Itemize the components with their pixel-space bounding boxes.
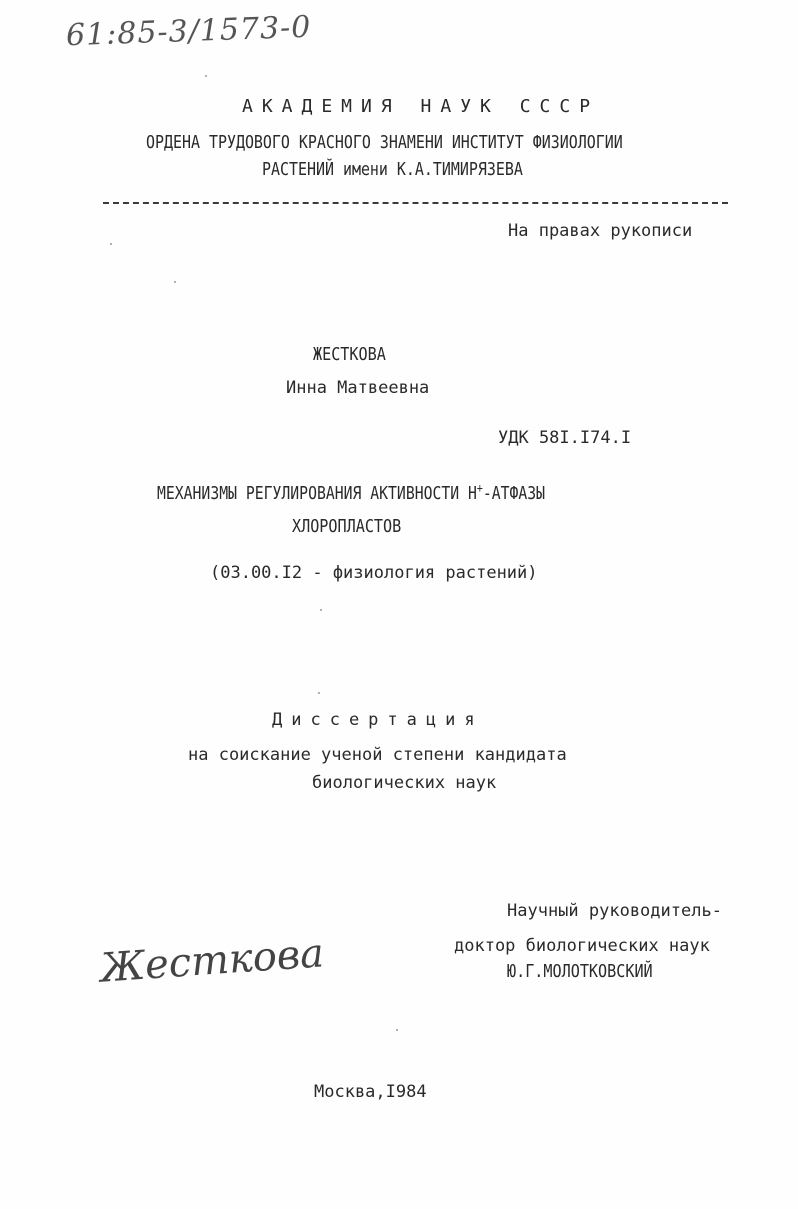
supervisor-degree: доктор биологических наук (454, 936, 710, 956)
author-given-names: Инна Матвеевна (286, 378, 430, 398)
scan-speck (205, 75, 207, 77)
thesis-title-suffix: -АТФАЗЫ (482, 483, 546, 504)
author-surname: ЖЕСТКОВА (313, 344, 386, 365)
dissertation-label: Диссертация (272, 710, 484, 730)
supervisor-role: Научный руководитель- (507, 901, 722, 921)
archive-handwritten-mark: 61:85-3/1573-0 (65, 9, 312, 54)
academy-heading: АКАДЕМИЯ НАУК СССР (242, 96, 600, 117)
degree-sought-line-1: на соискание ученой степени кандидата (188, 745, 567, 765)
rights-note: На правах рукописи (508, 221, 693, 241)
scan-speck (174, 281, 176, 283)
supervisor-name: Ю.Г.МОЛОТКОВСКИЙ (507, 961, 653, 982)
institute-line-1: ОРДЕНА ТРУДОВОГО КРАСНОГО ЗНАМЕНИ ИНСТИТУТ ФИЗИОЛОГИИ (146, 132, 623, 153)
udc-code: УДК 58I.I74.I (498, 428, 632, 448)
thesis-title-main: МЕХАНИЗМЫ РЕГУЛИРОВАНИЯ АКТИВНОСТИ Н (157, 483, 477, 504)
thesis-title-line-2: ХЛОРОПЛАСТОВ (292, 516, 402, 537)
scan-speck (110, 243, 112, 245)
author-signature: Жесткова (98, 930, 326, 992)
scan-speck (318, 692, 320, 694)
scan-speck (320, 609, 322, 611)
header-divider (103, 202, 728, 204)
degree-sought-line-2: биологических наук (312, 773, 497, 793)
scan-speck (396, 1029, 398, 1031)
place-and-year: Москва,I984 (314, 1082, 427, 1102)
proton-superscript: + (476, 481, 483, 495)
institute-line-2: РАСТЕНИЙ имени К.А.ТИМИРЯЗЕВА (262, 159, 523, 180)
thesis-title-line-1 (157, 481, 546, 504)
specialty-code: (03.00.I2 - физиология растений) (210, 563, 538, 583)
